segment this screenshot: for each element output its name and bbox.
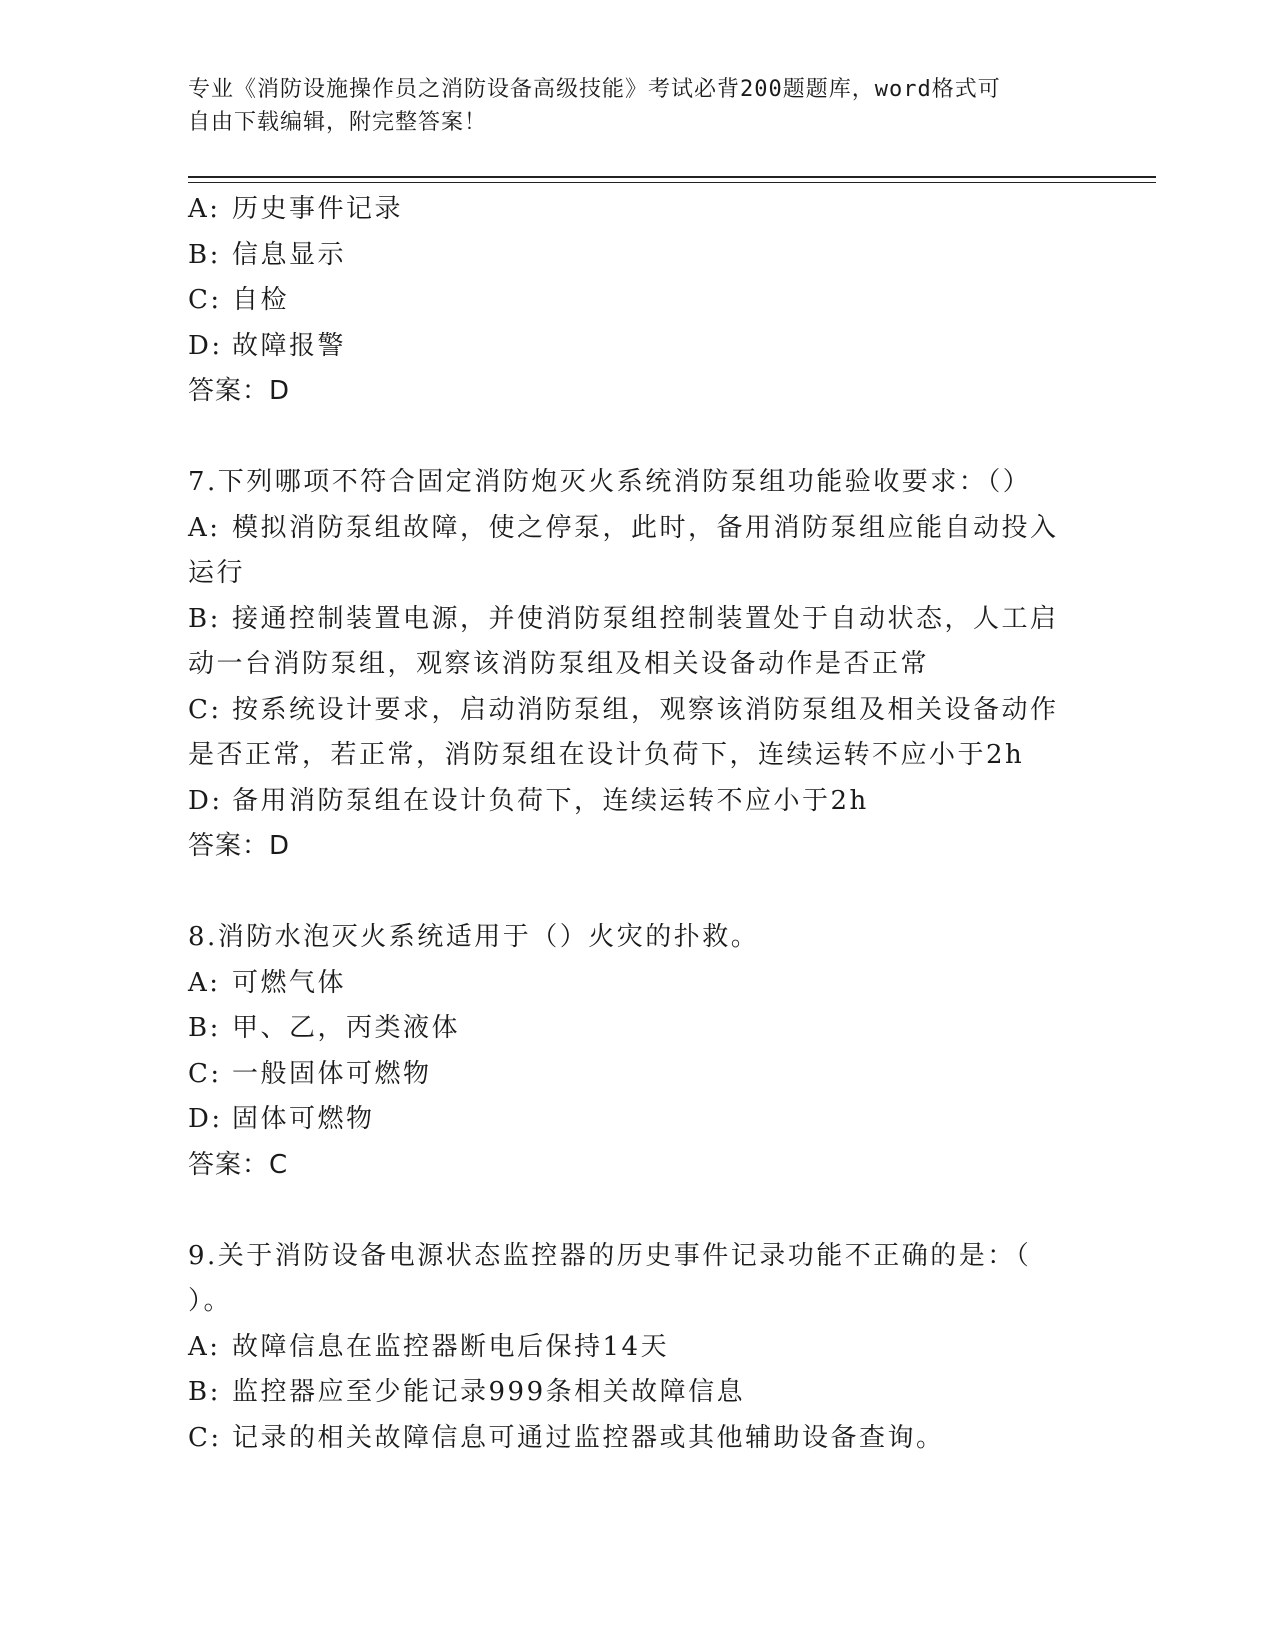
option-label: A: [188,967,221,998]
option-label: B: [188,603,221,634]
header-divider-thin [188,182,1156,183]
option-text: 可燃气体 [232,967,347,998]
document-header [188,73,1068,139]
option-label: C: [188,1058,222,1089]
option-label: A: [188,512,221,543]
option-label: A: [188,194,221,224]
option-a [188,506,1088,552]
header-line-2: 自由下载编辑，附完整答案！ [188,110,488,135]
option-d [188,1097,1088,1143]
option-b [188,1370,1088,1416]
answer-line: 答案：D [188,376,291,406]
option-label: C: [188,1422,222,1453]
option-label: D: [188,330,223,361]
question-7 [188,460,1088,870]
option-label: A: [188,1331,221,1362]
option-label: B: [188,1013,221,1043]
option-c [188,688,1088,734]
option-text: 固体可燃物 [232,1104,375,1134]
spacer [188,1188,1088,1234]
header-divider-thick [188,176,1156,178]
option-c-continued: 是否正常，若正常，消防泵组在设计负荷下，连续运转不应小于2h [188,740,1025,770]
spacer [188,415,1088,461]
question-9 [188,1234,1088,1462]
option-text: 按系统设计要求，启动消防泵组，观察该消防泵组及相关设备动作 [232,694,1059,725]
question-stem: 7.下列哪项不符合固定消防炮灭火系统消防泵组功能验收要求：（） [188,467,1032,497]
question-stem-continued: ）。 [188,1286,233,1316]
question-content [188,187,1088,1461]
question-8 [188,915,1088,1188]
option-text: 自检 [232,285,290,315]
option-text: 故障信息在监控器断电后保持14天 [232,1331,670,1362]
option-label: D: [188,1104,223,1134]
option-a [188,187,1088,233]
option-text: 一般固体可燃物 [232,1058,432,1089]
option-d [188,324,1088,370]
option-b [188,1006,1088,1052]
option-b-continued: 动一台消防泵组，观察该消防泵组及相关设备动作是否正常 [188,649,930,679]
option-text: 备用消防泵组在设计负荷下，连续运转不应小于2h [232,785,869,816]
header-line-1: 专业《消防设施操作员之消防设备高级技能》考试必背200题题库，word格式可 [188,77,1001,102]
option-label: B: [188,239,221,270]
option-text: 历史事件记录 [232,194,404,224]
option-a-continued: 运行 [188,558,246,588]
option-b [188,233,1088,279]
option-text: 故障报警 [232,330,347,361]
question-stem: 9.关于消防设备电源状态监控器的历史事件记录功能不正确的是：（ [188,1240,1032,1271]
question-stem: 8.消防水泡灭火系统适用于（）火灾的扑救。 [188,922,760,952]
question-6 [188,187,1088,415]
option-text: 监控器应至少能记录999条相关故障信息 [232,1377,746,1407]
option-c [188,278,1088,324]
option-text: 甲、乙，丙类液体 [232,1013,461,1043]
option-b [188,597,1088,643]
option-label: C: [188,694,222,725]
option-text: 记录的相关故障信息可通过监控器或其他辅助设备查询。 [232,1422,945,1453]
option-label: B: [188,1377,221,1407]
option-a [188,1325,1088,1371]
answer-line: 答案：C [188,1149,289,1180]
option-text: 接通控制装置电源，并使消防泵组控制装置处于自动状态，人工启 [232,603,1059,634]
option-text: 模拟消防泵组故障，使之停泵，此时，备用消防泵组应能自动投入 [232,512,1059,543]
option-label: C: [188,285,222,315]
option-d [188,779,1088,825]
option-c [188,1416,1088,1462]
option-text: 信息显示 [232,239,347,270]
answer-line: 答案：D [188,831,291,861]
option-label: D: [188,785,223,816]
option-c [188,1052,1088,1098]
option-a [188,961,1088,1007]
spacer [188,870,1088,916]
